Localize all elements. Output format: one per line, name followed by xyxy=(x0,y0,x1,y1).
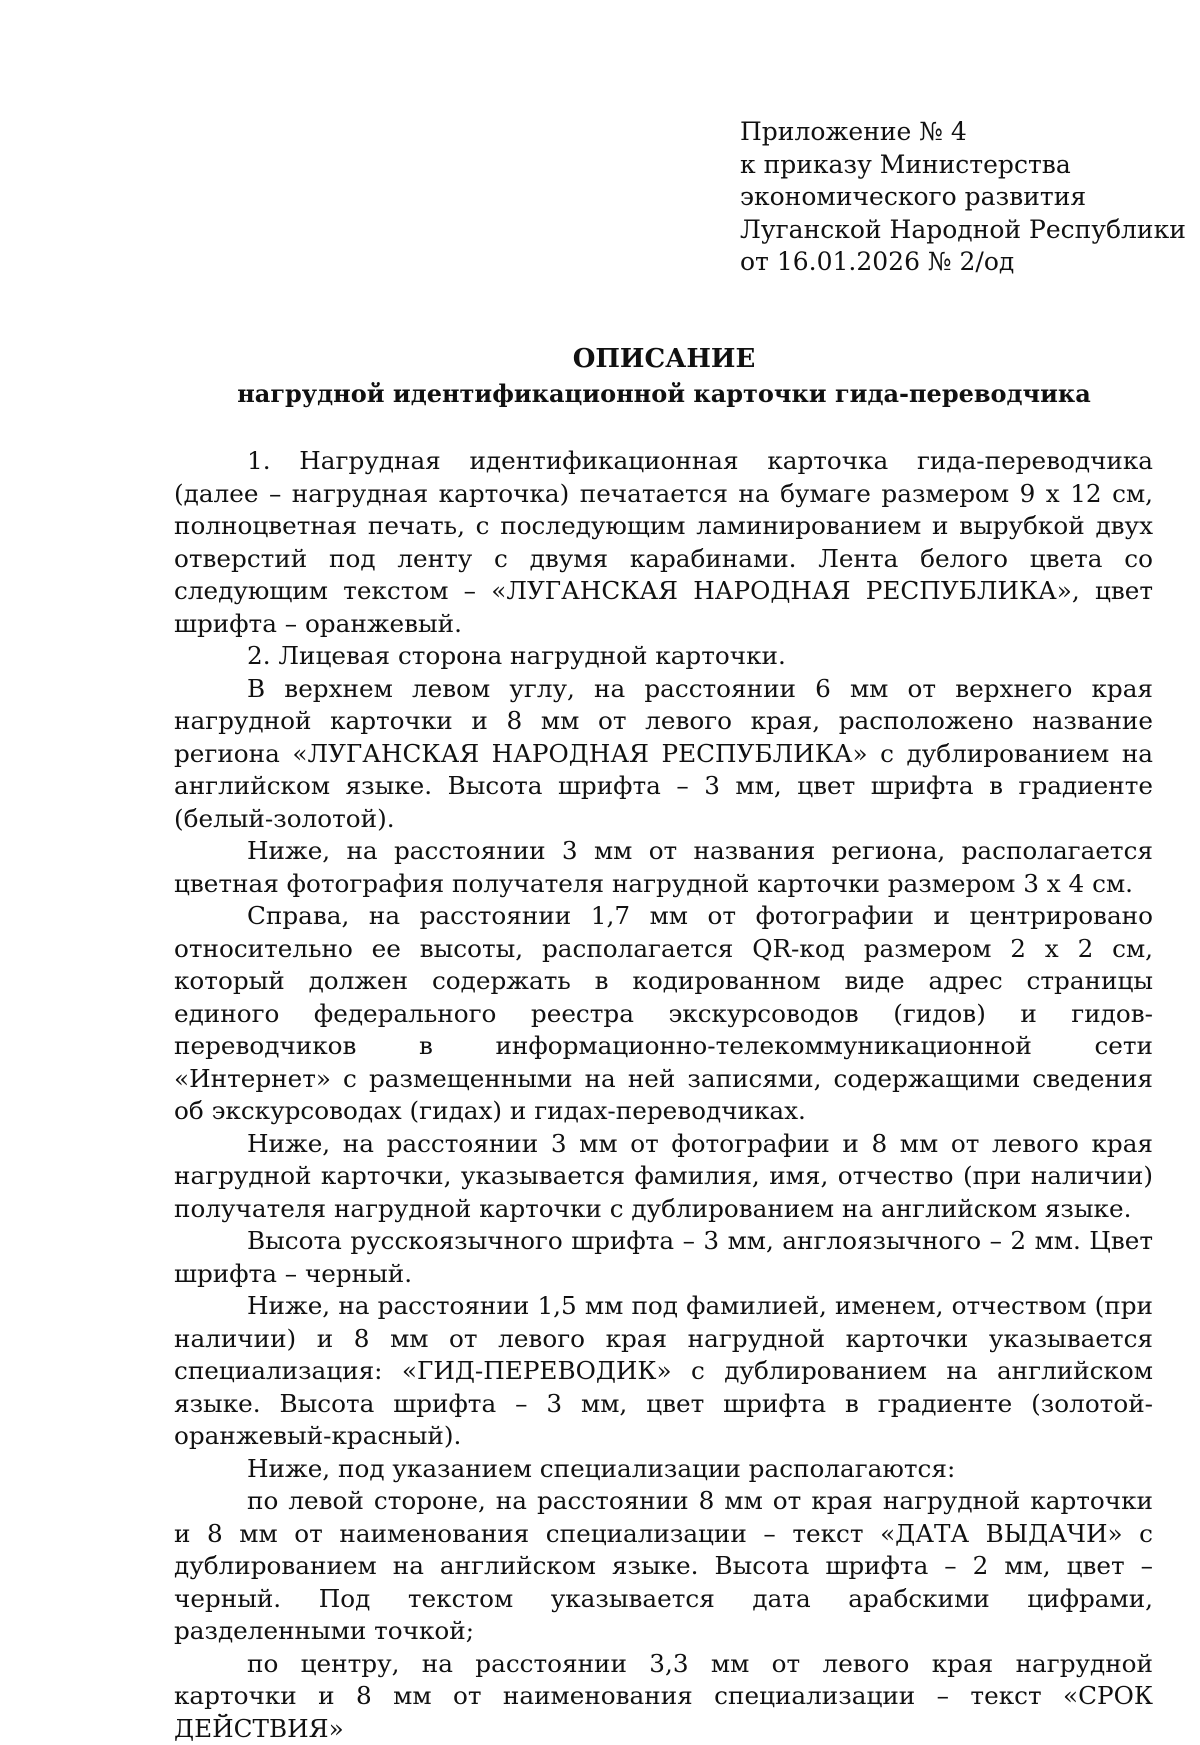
paragraph-10: по левой стороне, на расстоянии 8 мм от края нагрудной карточки и 8 мм от наименования специализации – текст «ДАТА ВЫДАЧИ» с дублированием на английском языке. Высота шрифта – 2 мм, цвет – черный. Под текстом указывается дата арабскими цифрами, разделенными точкой; xyxy=(174,1485,1153,1648)
paragraph-11: по центру, на расстоянии 3,3 мм от левого края нагрудной карточки и 8 мм от наименования специализации – текст «СРОК ДЕЙСТВИЯ» xyxy=(174,1648,1153,1745)
appendix-line-4: Луганской Народной Республики xyxy=(740,214,1186,247)
paragraph-7: Высота русскоязычного шрифта – 3 мм, англоязычного – 2 мм. Цвет шрифта – черный. xyxy=(174,1225,1153,1290)
paragraph-1: 1. Нагрудная идентификационная карточка гида-переводчика (далее – нагрудная карточка) печатается на бумаге размером 9 х 12 см, полноцветная печать, с последующим ламинированием и вырубкой двух отверстий под ленту с двумя карабинами. Лента белого цвета со следующим текстом – «ЛУГАНСКАЯ НАРОДНАЯ РЕСПУБЛИКА», цвет шрифта – оранжевый. xyxy=(174,445,1153,640)
document-body xyxy=(174,445,1153,1745)
appendix-line-5: от 16.01.2026 № 2/од xyxy=(740,246,1186,279)
paragraph-6: Ниже, на расстоянии 3 мм от фотографии и 8 мм от левого края нагрудной карточки, указывается фамилия, имя, отчество (при наличии) получателя нагрудной карточки с дублированием на английском языке. xyxy=(174,1128,1153,1226)
paragraph-4: Ниже, на расстоянии 3 мм от названия региона, располагается цветная фотография получателя нагрудной карточки размером 3 х 4 см. xyxy=(174,835,1153,900)
paragraph-2: 2. Лицевая сторона нагрудной карточки. xyxy=(174,640,1153,673)
paragraph-5: Справа, на расстоянии 1,7 мм от фотографии и центрировано относительно ее высоты, располагается QR-код размером 2 х 2 см, который должен содержать в кодированном виде адрес страницы единого федерального реестра экскурсоводов (гидов) и гидов-переводчиков в информационно-телекоммуникационной сети «Интернет» с размещенными на ней записями, содержащими сведения об экскурсоводах (гидах) и гидах-переводчиках. xyxy=(174,900,1153,1128)
appendix-line-2: к приказу Министерства xyxy=(740,149,1186,182)
paragraph-9: Ниже, под указанием специализации располагаются: xyxy=(174,1453,1153,1486)
appendix-line-3: экономического развития xyxy=(740,181,1186,214)
paragraph-3: В верхнем левом углу, на расстоянии 6 мм от верхнего края нагрудной карточки и 8 мм от левого края, расположено название региона «ЛУГАНСКАЯ НАРОДНАЯ РЕСПУБЛИКА» с дублированием на английском языке. Высота шрифта – 3 мм, цвет шрифта в градиенте (белый-золотой). xyxy=(174,673,1153,836)
document-subtitle: нагрудной идентификационной карточки гида-переводчика xyxy=(0,378,1200,410)
paragraph-8: Ниже, на расстоянии 1,5 мм под фамилией, именем, отчеством (при наличии) и 8 мм от левого края нагрудной карточки указывается специализация: «ГИД-ПЕРЕВОДИК» с дублированием на английском языке. Высота шрифта – 3 мм, цвет шрифта в градиенте (золотой-оранжевый-красный). xyxy=(174,1290,1153,1453)
document-title: ОПИСАНИЕ xyxy=(0,343,1200,375)
appendix-line-1: Приложение № 4 xyxy=(740,116,1186,149)
appendix-block xyxy=(740,116,1186,279)
